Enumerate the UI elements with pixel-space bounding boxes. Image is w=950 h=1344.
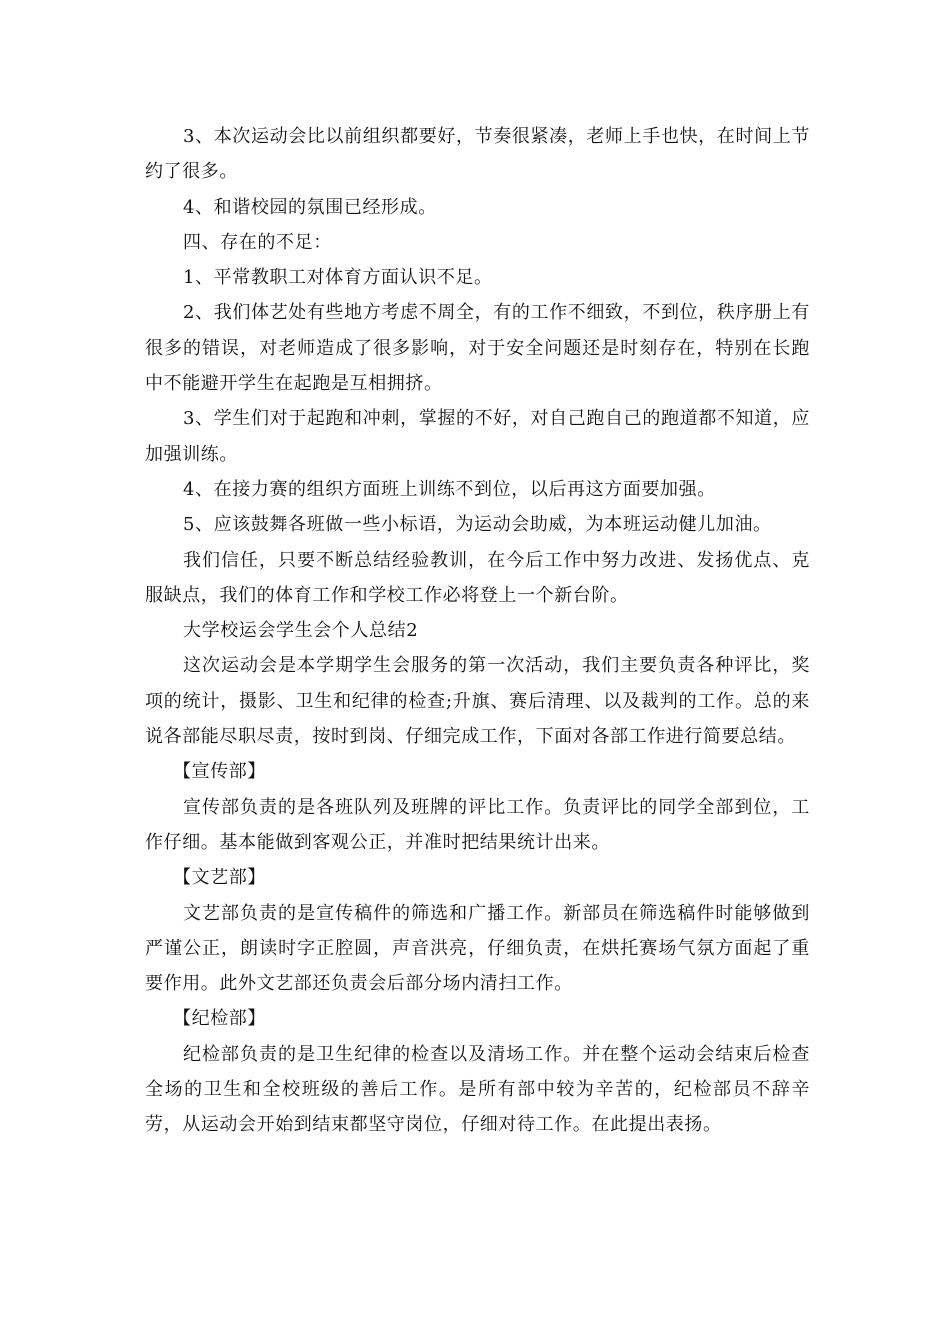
paragraph: 我们信任，只要不断总结经验教训，在今后工作中努力改进、发扬优点、克服缺点，我们的体育工作和学校工作必将登上一个新台阶。 [145,549,810,606]
document-page [145,119,810,1143]
paragraph: 5、应该鼓舞各班做一些小标语，为运动会助威，为本班运动健儿加油。 [183,514,772,536]
section-heading: 四、存在的不足： [183,231,332,253]
paragraph: 3、本次运动会比以前组织都要好，节奏很紧凑，老师上手也快，在时间上节约了很多。 [145,126,810,183]
paragraph: 4、在接力赛的组织方面班上训练不到位，以后再这方面要加强。 [183,478,716,500]
paragraph: 2、我们体艺处有些地方考虑不周全，有的工作不细致，不到位，秩序册上有很多的错误，对老师造成了很多影响，对于安全问题还是时刻存在，特别在长跑中不能避开学生在起跑是互相拥挤。 [145,302,810,395]
paragraph: 3、学生们对于起跑和冲刺，掌握的不好，对自己跑自己的跑道都不知道，应加强训练。 [145,408,810,465]
paragraph: 纪检部负责的是卫生纪律的检查以及清场工作。并在整个运动会结束后检查全场的卫生和全校班级的善后工作。是所有部中较为辛苦的，纪检部员不辞辛劳，从运动会开始到结束都坚守岗位，仔细对待工作。在此提出表扬。 [145,1043,810,1136]
document-subtitle: 大学校运会学生会个人总结2 [183,620,419,642]
paragraph: 文艺部负责的是宣传稿件的筛选和广播工作。新部员在筛选稿件时能够做到严谨公正，朗读时字正腔圆，声音洪亮，仔细负责，在烘托赛场气氛方面起了重要作用。此外文艺部还负责会后部分场内清扫工作。 [145,902,810,995]
section-heading-arts: 【文艺部】 [173,867,266,889]
paragraph: 宣传部负责的是各班队列及班牌的评比工作。负责评比的同学全部到位，工作仔细。基本能做到客观公正，并准时把结果统计出来。 [145,796,810,853]
paragraph: 这次运动会是本学期学生会服务的第一次活动，我们主要负责各种评比，奖项的统计，摄影、卫生和纪律的检查;升旗、赛后清理、以及裁判的工作。总的来说各部能尽职尽责，按时到岗、仔细完成工作，下面对各部工作进行简要总结。 [145,655,810,748]
section-heading-publicity: 【宣传部】 [173,761,266,783]
paragraph: 1、平常教职工对体育方面认识不足。 [183,267,493,289]
paragraph: 4、和谐校园的氛围已经形成。 [183,196,437,218]
section-heading-discipline: 【纪检部】 [173,1008,266,1030]
